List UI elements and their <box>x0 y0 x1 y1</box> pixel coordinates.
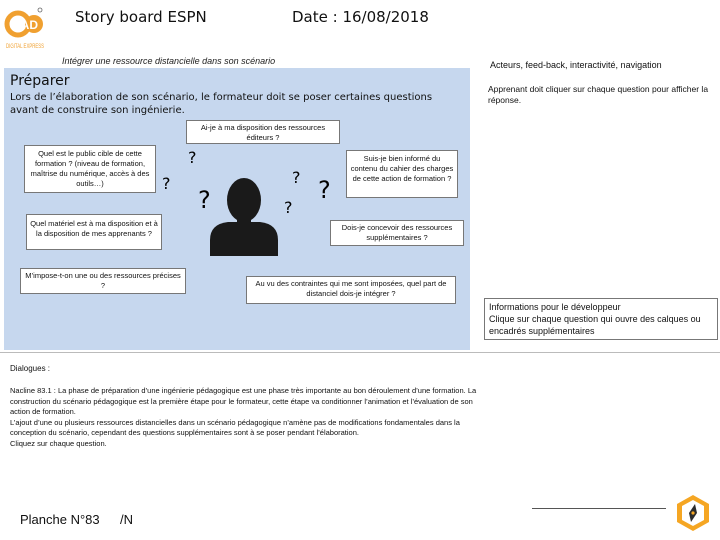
page-title: Story board ESPN <box>75 8 207 26</box>
question-constraints[interactable]: Au vu des contraintes qui me sont imposées, quel part de distanciel dois-je intégrer ? <box>246 276 456 304</box>
developer-info-text: Informations pour le développeur Clique sur chaque question qui ouvre des calques ou encadrés supplémentaires <box>489 302 701 336</box>
divider <box>0 352 720 353</box>
person-silhouette-icon <box>206 176 282 256</box>
page-date: Date : 16/08/2018 <box>292 8 429 26</box>
section-title: Préparer <box>10 73 70 89</box>
question-design[interactable]: Dois-je concevoir des ressources supplémentaires ? <box>330 220 464 246</box>
notes-header: Acteurs, feed-back, interactivité, navigation <box>490 60 662 70</box>
planche-number: Planche N°83 <box>20 512 100 527</box>
question-public[interactable]: Quel est le public cible de cette formation ? (niveau de formation, maîtrise du numérique, accès à des outils…) <box>24 145 156 193</box>
question-mark: ? <box>162 174 171 193</box>
question-mark: ? <box>284 198 293 217</box>
dialogues-text: Nacline 83.1 : La phase de préparation d’une ingénierie pédagogique est une phase très importante au bon déroulement d’une formation. La construction du scénario pédagogique est la première étape pour le formateur, cette étape va conditionner l’animation et l’évaluation de son action de formation. L’ajout d’une ou plusieurs ressources distancielles dans un scénario pédagogique n’amène pas de modifications fondamentales dans la conception du scénario, cependant des questions supplémentaires sont à se poser pendant l’élaboration. Cliquez sur chaque question. <box>10 386 477 448</box>
logo-text: CAD <box>12 18 38 32</box>
page-subtitle: Intégrer une ressource distancielle dans son scénario <box>62 56 276 66</box>
question-material[interactable]: Quel matériel est à ma disposition et à la disposition de mes apprenants ? <box>26 214 162 250</box>
cad-logo <box>4 4 46 60</box>
question-resources[interactable]: Ai-je à ma disposition des ressources éditeurs ? <box>186 120 340 144</box>
question-mark: ? <box>188 148 197 167</box>
question-informed[interactable]: Suis-je bien informé du contenu du cahier des charges de cette action de formation ? <box>346 150 458 198</box>
logo-subtext: DIGITAL EXPRESS <box>6 44 44 50</box>
question-imposed[interactable]: M’impose-t-on une ou des ressources précises ? <box>20 268 186 294</box>
question-mark: ? <box>292 168 301 187</box>
developer-info-box <box>484 298 718 340</box>
section-intro: Lors de l’élaboration de son scénario, le formateur doit se poser certaines questions avant de construire son ingénierie. <box>10 92 433 116</box>
planche-total: /N <box>120 512 133 527</box>
learner-note: Apprenant doit cliquer sur chaque question pour afficher la réponse. <box>488 84 709 105</box>
compass-icon <box>676 494 710 532</box>
question-mark: ? <box>198 186 211 214</box>
dialogues-label: Dialogues : <box>10 364 51 373</box>
question-mark: ? <box>318 176 331 204</box>
divider <box>532 508 666 509</box>
